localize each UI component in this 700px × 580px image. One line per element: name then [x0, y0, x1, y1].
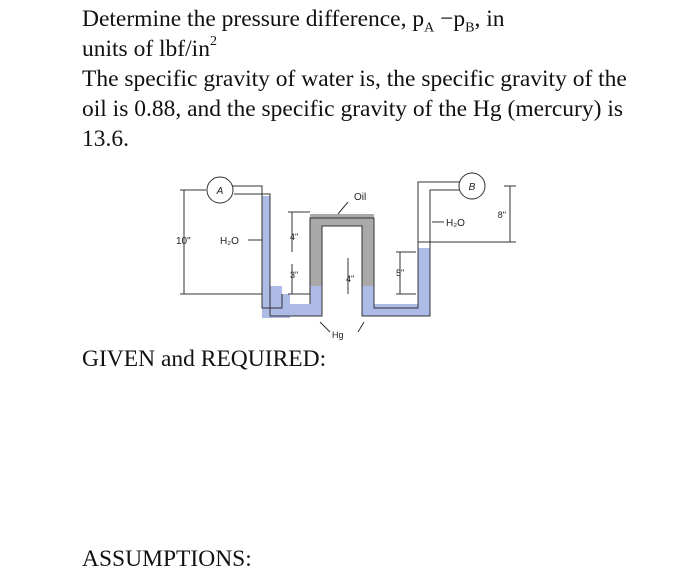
water-right-label: H₂O — [446, 218, 465, 229]
dim-5-label: 5" — [396, 268, 405, 278]
oil-label: Oil — [354, 192, 367, 203]
dim-4-top-label: 4" — [290, 232, 299, 242]
superscript-2: 2 — [209, 34, 217, 50]
subscript-a: A — [424, 20, 435, 36]
manometer-diagram — [170, 168, 530, 348]
dim-4-mid-label: 4" — [346, 274, 355, 284]
problem-line-3: The specific gravity of water is, the specific gravity of the oil is 0.88, and the specific gravity of the Hg (mercury) is 13.6. — [82, 66, 627, 152]
left-u-tube-fill — [270, 286, 322, 316]
point-a-label: A — [216, 186, 224, 197]
given-required-heading: GIVEN and REQUIRED: — [82, 346, 327, 372]
oil-fill — [310, 214, 374, 286]
mercury-label: Hg — [332, 330, 344, 340]
oil-leader — [338, 202, 348, 214]
problem-line-1: Determine the pressure difference, $p_A -p_B$, in — [82, 6, 505, 36]
water-left-label: H₂O — [220, 236, 239, 247]
water-right-fill — [418, 196, 430, 248]
problem-line-2: units of lbf/$in^2$ — [82, 34, 217, 62]
dim-8-label: 8" — [497, 210, 506, 220]
assumptions-heading: ASSUMPTIONS: — [82, 546, 252, 572]
dim-10-label: 10" — [176, 236, 191, 247]
point-b-label: B — [468, 182, 476, 193]
problem-statement — [82, 4, 642, 154]
subscript-b: B — [465, 20, 475, 36]
dim-3-label: 3" — [290, 270, 299, 280]
